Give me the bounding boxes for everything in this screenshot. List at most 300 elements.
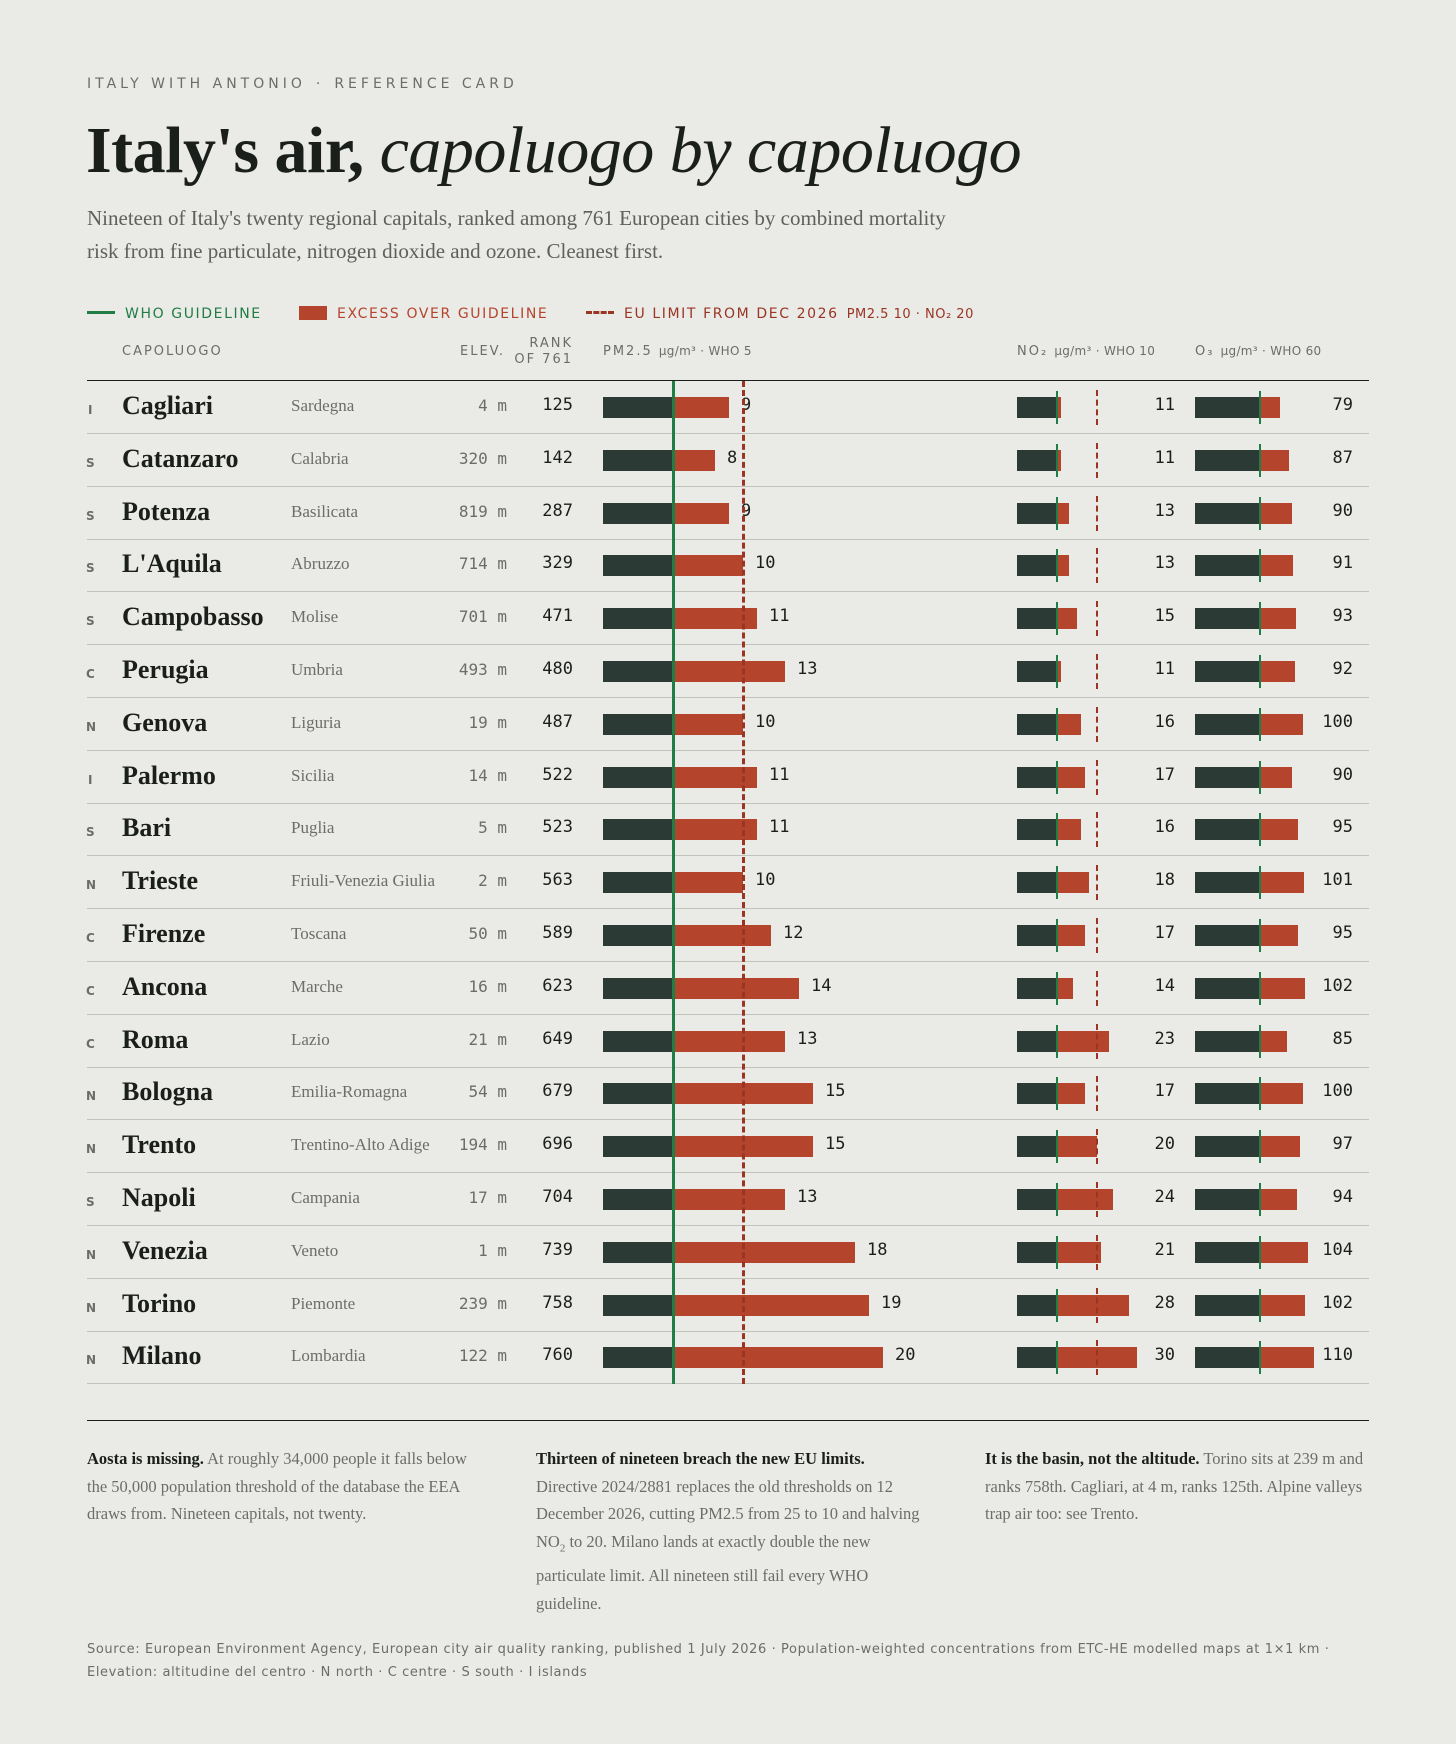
region-name: Umbria (291, 660, 343, 679)
legend-excess-swatch (299, 306, 327, 320)
city-name: Trento (122, 1130, 197, 1160)
zone-marker: N (86, 878, 97, 893)
zone-marker: S (86, 508, 95, 523)
rank-value: 760 (542, 1345, 573, 1366)
city-name: Campobasso (122, 602, 264, 632)
title-italic: capoluogo by capoluogo (379, 114, 1022, 187)
table-row (0, 434, 1456, 487)
region-name: Sicilia (291, 765, 335, 785)
no2-header-unit: µg/m³ · WHO 10 (1054, 344, 1156, 358)
o3-base-bar (1195, 1031, 1260, 1052)
o3-value-label: 102 (1322, 975, 1353, 996)
elevation: 21 m (468, 1029, 507, 1049)
no2-base-bar (1017, 1242, 1057, 1263)
region-name: Puglia (291, 818, 335, 838)
no2-base-bar (1017, 555, 1057, 576)
note-eu-body-2: to 20. Milano lands at exactly double the new particulate limit. All nineteen still fail every WHO guideline. (536, 1531, 871, 1613)
no2-excess-bar (1057, 1242, 1101, 1263)
o3-value-label: 79 (1332, 395, 1353, 415)
o3-value-label: 91 (1332, 553, 1353, 574)
o3-value-label: 101 (1322, 870, 1353, 891)
elevation: 2 m (478, 871, 507, 891)
no2-who-guideline-tick (1056, 655, 1058, 688)
elevation: 819 m (458, 501, 507, 521)
o3-value-label: 95 (1332, 817, 1353, 838)
pm25-base-bar (603, 1189, 673, 1210)
city-name: Torino (122, 1288, 197, 1318)
city-name: Catanzaro (122, 443, 239, 473)
elevation: 1 m (478, 1240, 507, 1260)
elevation: 493 m (458, 660, 507, 679)
o3-value-label: 100 (1322, 711, 1353, 732)
no2-excess-bar (1057, 1083, 1085, 1104)
pm25-base-bar (603, 767, 673, 788)
no2-base-bar (1017, 1347, 1057, 1368)
pm25-base-bar (603, 925, 673, 946)
no2-who-guideline-tick (1056, 602, 1058, 635)
table-row (0, 856, 1456, 909)
no2-who-guideline-tick (1056, 1341, 1058, 1374)
pm25-base-bar (603, 978, 673, 999)
o3-base-bar (1195, 1083, 1260, 1104)
o3-value-label: 90 (1332, 500, 1353, 521)
pm25-value-label: 11 (769, 606, 790, 627)
pm25-header-unit: µg/m³ · WHO 5 (658, 344, 752, 358)
footer-divider (87, 1420, 1369, 1421)
pm25-value-label: 20 (895, 1345, 916, 1366)
pm25-excess-bar (673, 397, 729, 418)
pm25-base-bar (603, 819, 673, 840)
elevation: 54 m (468, 1082, 507, 1102)
rank-value: 142 (542, 447, 573, 468)
o3-base-bar (1195, 503, 1260, 524)
no2-excess-bar (1057, 714, 1081, 735)
rank-value: 523 (542, 817, 573, 838)
table-row (0, 1015, 1456, 1068)
pm25-value-label: 9 (741, 500, 752, 521)
legend-excess-label: EXCESS OVER GUIDELINE (337, 306, 549, 322)
o3-excess-bar (1260, 450, 1289, 471)
o3-who-guideline-tick (1259, 761, 1261, 794)
no2-eu-limit-tick (1096, 971, 1098, 1006)
o3-base-bar (1195, 714, 1260, 735)
no2-value-label: 23 (1154, 1028, 1175, 1049)
o3-who-guideline-tick (1259, 1183, 1261, 1216)
no2-eu-limit-tick (1096, 1182, 1098, 1217)
o3-value-label: 110 (1322, 1345, 1353, 1366)
table-row (0, 698, 1456, 751)
pm25-value-label: 10 (755, 711, 776, 732)
o3-base-bar (1195, 661, 1260, 682)
pm25-base-bar (603, 1347, 673, 1368)
no2-eu-limit-tick (1096, 707, 1098, 742)
rank-value: 649 (542, 1028, 573, 1049)
no2-base-bar (1017, 872, 1057, 893)
rank-value: 487 (542, 711, 573, 732)
elevation: 194 m (458, 1135, 507, 1155)
legend-guideline-swatch (87, 311, 115, 314)
rank-value: 480 (542, 659, 573, 679)
o3-value-label: 90 (1332, 764, 1353, 785)
city-name: Napoli (122, 1183, 196, 1212)
no2-who-guideline-tick (1056, 1183, 1058, 1216)
no2-value-label: 24 (1154, 1187, 1175, 1207)
no2-who-guideline-tick (1056, 972, 1058, 1005)
source-line-2: Elevation: altitudine del centro · N north · C centre · S south · I islands (87, 1665, 588, 1680)
no2-base-bar (1017, 714, 1057, 735)
no2-value-label: 16 (1154, 711, 1175, 732)
o3-who-guideline-tick (1259, 1130, 1261, 1163)
pm25-excess-bar (673, 872, 743, 893)
o3-excess-bar (1260, 767, 1292, 788)
no2-eu-limit-tick (1096, 760, 1098, 795)
no2-excess-bar (1057, 608, 1077, 629)
no2-eu-limit-tick (1096, 1024, 1098, 1059)
pm25-excess-bar (673, 661, 785, 682)
legend-eu-swatch (586, 311, 614, 314)
no2-who-guideline-tick (1056, 708, 1058, 741)
pm25-base-bar (603, 661, 673, 682)
no2-excess-bar (1057, 767, 1085, 788)
o3-base-bar (1195, 767, 1260, 788)
o3-value-label: 104 (1322, 1239, 1353, 1260)
elevation: 122 m (458, 1346, 507, 1366)
pm25-base-bar (603, 1242, 673, 1263)
elevation: 4 m (478, 396, 507, 415)
no2-base-bar (1017, 1083, 1057, 1104)
elevation: 701 m (458, 607, 507, 627)
city-name: Roma (122, 1024, 189, 1054)
no2-eu-limit-tick (1096, 601, 1098, 636)
no2-value-label: 14 (1154, 975, 1175, 996)
pm25-value-label: 13 (797, 659, 818, 679)
o3-excess-bar (1260, 1295, 1305, 1316)
o3-base-bar (1195, 608, 1260, 629)
no2-base-bar (1017, 819, 1057, 840)
o3-who-guideline-tick (1259, 602, 1261, 635)
o3-excess-bar (1260, 397, 1281, 418)
o3-value-label: 87 (1332, 447, 1353, 468)
no2-who-guideline-tick (1056, 1236, 1058, 1269)
pm25-value-label: 19 (881, 1292, 902, 1313)
o3-base-bar (1195, 1347, 1260, 1368)
no2-base-bar (1017, 767, 1057, 788)
city-name: Perugia (122, 655, 209, 684)
zone-marker: C (86, 931, 95, 945)
no2-excess-bar (1057, 1189, 1113, 1210)
no2-excess-bar (1057, 555, 1069, 576)
zone-marker: N (86, 1142, 97, 1157)
no2-base-bar (1017, 397, 1057, 418)
no2-eu-limit-tick (1096, 865, 1098, 900)
o3-who-guideline-tick (1259, 655, 1261, 688)
no2-who-guideline-tick (1056, 1077, 1058, 1110)
o3-who-guideline-tick (1259, 813, 1261, 846)
o3-excess-bar (1260, 714, 1303, 735)
table-row (0, 1226, 1456, 1279)
no2-who-guideline-tick (1056, 1130, 1058, 1163)
table-row (0, 539, 1456, 592)
rank-value: 563 (542, 870, 573, 891)
no2-eu-limit-tick (1096, 918, 1098, 953)
region-name: Calabria (291, 448, 349, 468)
o3-value-label: 94 (1332, 1187, 1353, 1207)
rank-value: 589 (542, 923, 573, 943)
legend-who-guideline (87, 306, 262, 322)
pm25-excess-bar (673, 1031, 785, 1052)
no2-base-bar (1017, 1189, 1057, 1210)
o3-base-bar (1195, 872, 1260, 893)
no2-value-label: 13 (1154, 553, 1175, 574)
city-name: Ancona (122, 971, 208, 1001)
rank-header-line2: OF 761 (514, 352, 573, 367)
note-basin (985, 1445, 1370, 1528)
o3-who-guideline-tick (1259, 497, 1261, 530)
pm25-excess-bar (673, 925, 771, 946)
o3-who-guideline-tick (1259, 444, 1261, 477)
zone-marker: C (86, 667, 95, 681)
legend-eu-label: EU LIMIT FROM DEC 2026 (624, 306, 839, 322)
city-name: Firenze (122, 919, 206, 948)
page-title (86, 106, 1021, 196)
o3-excess-bar (1260, 661, 1295, 682)
no2-who-guideline-tick (1056, 866, 1058, 899)
region-name: Basilicata (291, 501, 359, 521)
zone-marker: N (86, 1089, 97, 1104)
zone-marker: I (88, 772, 93, 787)
note-aosta (87, 1445, 472, 1528)
o3-excess-bar (1260, 608, 1296, 629)
no2-value-label: 21 (1154, 1239, 1175, 1260)
region-name: Trentino-Alto Adige (291, 1135, 430, 1155)
pm25-excess-bar (673, 1347, 883, 1368)
no2-excess-bar (1057, 1031, 1109, 1052)
rank-value: 287 (542, 500, 573, 521)
o3-who-guideline-tick (1259, 972, 1261, 1005)
pm25-excess-bar (673, 1189, 785, 1210)
no2-value-label: 28 (1154, 1292, 1175, 1313)
elevation: 16 m (468, 976, 507, 996)
city-name: Milano (122, 1341, 202, 1371)
o3-excess-bar (1260, 1136, 1300, 1157)
zone-marker: S (86, 825, 95, 840)
pm25-base-bar (603, 1136, 673, 1157)
o3-who-guideline-tick (1259, 1077, 1261, 1110)
region-name: Campania (291, 1188, 360, 1207)
elevation: 19 m (468, 712, 507, 732)
kicker (87, 76, 518, 92)
no2-base-bar (1017, 1031, 1057, 1052)
no2-eu-limit-tick (1096, 1129, 1098, 1164)
elevation: 239 m (458, 1293, 507, 1313)
no2-value-label: 18 (1154, 870, 1175, 891)
no2-who-guideline-tick (1056, 919, 1058, 952)
no2-eu-limit-tick (1096, 654, 1098, 689)
o3-who-guideline-tick (1259, 708, 1261, 741)
rank-value: 125 (542, 395, 573, 415)
zone-marker: S (86, 561, 95, 576)
table-row (0, 962, 1456, 1015)
city-name: L'Aquila (122, 549, 222, 579)
o3-excess-bar (1260, 1242, 1308, 1263)
no2-value-label: 11 (1154, 395, 1175, 415)
pm25-base-bar (603, 1083, 673, 1104)
rank-value: 471 (542, 606, 573, 627)
rank-value: 329 (542, 553, 573, 574)
no2-base-bar (1017, 608, 1057, 629)
o3-who-guideline-tick (1259, 1289, 1261, 1322)
no2-value-label: 13 (1154, 500, 1175, 521)
legend-excess (299, 306, 548, 322)
o3-base-bar (1195, 450, 1260, 471)
region-name: Marche (291, 976, 343, 996)
column-header-o3 (1195, 344, 1321, 359)
note-aosta-body: At roughly 34,000 people it falls below the 50,000 population threshold of the database the EEA draws from. Nineteen capitals, not twenty. (87, 1449, 467, 1523)
table-row (0, 1173, 1456, 1226)
no2-who-guideline-tick (1056, 1025, 1058, 1058)
note-basin-lead: It is the basin, not the altitude. (985, 1449, 1200, 1468)
pm25-value-label: 9 (741, 395, 752, 415)
rank-header-line1: RANK (529, 336, 573, 351)
region-name: Lazio (291, 1029, 330, 1049)
zone-marker: N (86, 1300, 97, 1315)
pm25-value-label: 14 (811, 975, 832, 996)
no2-value-label: 17 (1154, 764, 1175, 785)
city-name: Bari (122, 813, 172, 843)
pm25-value-label: 13 (797, 1187, 818, 1207)
column-header-capoluogo: CAPOLUOGO (122, 344, 223, 359)
no2-base-bar (1017, 1295, 1057, 1316)
note-eu-subscript: 2 (559, 1541, 566, 1554)
pm25-excess-bar (673, 1242, 855, 1263)
table-row (0, 1331, 1456, 1384)
no2-value-label: 15 (1154, 606, 1175, 627)
subtitle: Nineteen of Italy's twenty regional capitals, ranked among 761 European cities by combined mortality risk from fine particulate, nitrogen dioxide and ozone. Cleanest first. (87, 206, 946, 263)
pm25-value-label: 15 (825, 1134, 846, 1155)
o3-who-guideline-tick (1259, 1341, 1261, 1374)
no2-who-guideline-tick (1056, 391, 1058, 424)
o3-base-bar (1195, 978, 1260, 999)
pm25-value-label: 11 (769, 817, 790, 838)
region-name: Lombardia (291, 1346, 366, 1366)
city-name: Trieste (122, 866, 199, 896)
city-name: Bologna (122, 1077, 214, 1107)
o3-excess-bar (1260, 978, 1305, 999)
table-row (0, 645, 1456, 698)
o3-header-unit: µg/m³ · WHO 60 (1220, 344, 1322, 358)
o3-who-guideline-tick (1259, 1236, 1261, 1269)
no2-eu-limit-tick (1096, 496, 1098, 531)
no2-who-guideline-tick (1056, 761, 1058, 794)
city-name: Cagliari (122, 391, 213, 420)
no2-eu-limit-tick (1096, 548, 1098, 583)
no2-excess-bar (1057, 925, 1085, 946)
rank-value: 696 (542, 1134, 573, 1155)
o3-who-guideline-tick (1259, 549, 1261, 582)
no2-excess-bar (1057, 503, 1069, 524)
o3-excess-bar (1260, 1031, 1287, 1052)
no2-who-guideline-tick (1056, 813, 1058, 846)
region-name: Molise (291, 607, 339, 627)
region-name: Veneto (291, 1240, 339, 1260)
o3-who-guideline-tick (1259, 919, 1261, 952)
pm25-base-bar (603, 397, 673, 418)
o3-base-bar (1195, 1295, 1260, 1316)
pm25-base-bar (603, 608, 673, 629)
zone-marker: N (86, 1247, 97, 1262)
pm25-header-label: PM2.5 (603, 344, 653, 359)
pm25-base-bar (603, 450, 673, 471)
row-divider (87, 1383, 1369, 1384)
o3-base-bar (1195, 397, 1260, 418)
region-name: Toscana (291, 924, 347, 943)
o3-who-guideline-tick (1259, 1025, 1261, 1058)
zone-marker: N (86, 1353, 97, 1368)
title-bold: Italy's air, (86, 114, 364, 187)
zone-marker: S (86, 1195, 95, 1209)
no2-excess-bar (1057, 1136, 1097, 1157)
no2-value-label: 11 (1154, 659, 1175, 679)
o3-excess-bar (1260, 503, 1292, 524)
o3-base-bar (1195, 1189, 1260, 1210)
no2-value-label: 16 (1154, 817, 1175, 838)
o3-header-label: O₃ (1195, 344, 1215, 359)
no2-excess-bar (1057, 819, 1081, 840)
o3-who-guideline-tick (1259, 391, 1261, 424)
zone-marker: N (86, 719, 97, 734)
pm25-excess-bar (673, 1295, 869, 1316)
column-header-elev: ELEV. (460, 344, 506, 359)
pm25-excess-bar (673, 450, 715, 471)
region-name: Friuli-Venezia Giulia (291, 871, 435, 891)
zone-marker: C (86, 1036, 95, 1051)
rank-value: 704 (542, 1187, 573, 1207)
kicker-brand: ITALY WITH ANTONIO (87, 76, 306, 92)
kicker-type: REFERENCE CARD (334, 76, 518, 92)
no2-who-guideline-tick (1056, 549, 1058, 582)
no2-eu-limit-tick (1096, 1340, 1098, 1375)
table-row (0, 592, 1456, 645)
pm25-base-bar (603, 1295, 673, 1316)
o3-base-bar (1195, 1242, 1260, 1263)
table-row (0, 1120, 1456, 1173)
note-eu-body-1: Directive 2024/2881 replaces the old thresholds on 12 December 2026, cutting PM2.5 from 25 to 10 and halving NO (536, 1476, 920, 1551)
pm25-value-label: 10 (755, 553, 776, 574)
legend-eu-limit (586, 306, 974, 322)
no2-base-bar (1017, 661, 1057, 682)
o3-excess-bar (1260, 1189, 1297, 1210)
o3-value-label: 102 (1322, 1292, 1353, 1313)
o3-excess-bar (1260, 872, 1304, 893)
o3-value-label: 95 (1332, 923, 1353, 943)
region-name: Abruzzo (291, 554, 350, 574)
pm25-value-label: 8 (727, 447, 738, 468)
zone-marker: I (88, 403, 93, 417)
note-aosta-lead: Aosta is missing. (87, 1449, 204, 1468)
pm25-eu-limit-line (742, 381, 745, 1384)
no2-base-bar (1017, 450, 1057, 471)
pm25-base-bar (603, 555, 673, 576)
column-header-rank (514, 336, 573, 368)
pm25-value-label: 10 (755, 870, 776, 891)
pm25-excess-bar (673, 978, 799, 999)
o3-value-label: 85 (1332, 1028, 1353, 1049)
source-line-1: Source: European Environment Agency, European city air quality ranking, published 1 July 2026 · Population-weighted concentrations from ETC-HE modelled maps at 1×1 km · (87, 1642, 1330, 1657)
pm25-excess-bar (673, 714, 743, 735)
no2-value-label: 11 (1154, 447, 1175, 468)
o3-who-guideline-tick (1259, 866, 1261, 899)
region-name: Sardegna (291, 396, 355, 415)
